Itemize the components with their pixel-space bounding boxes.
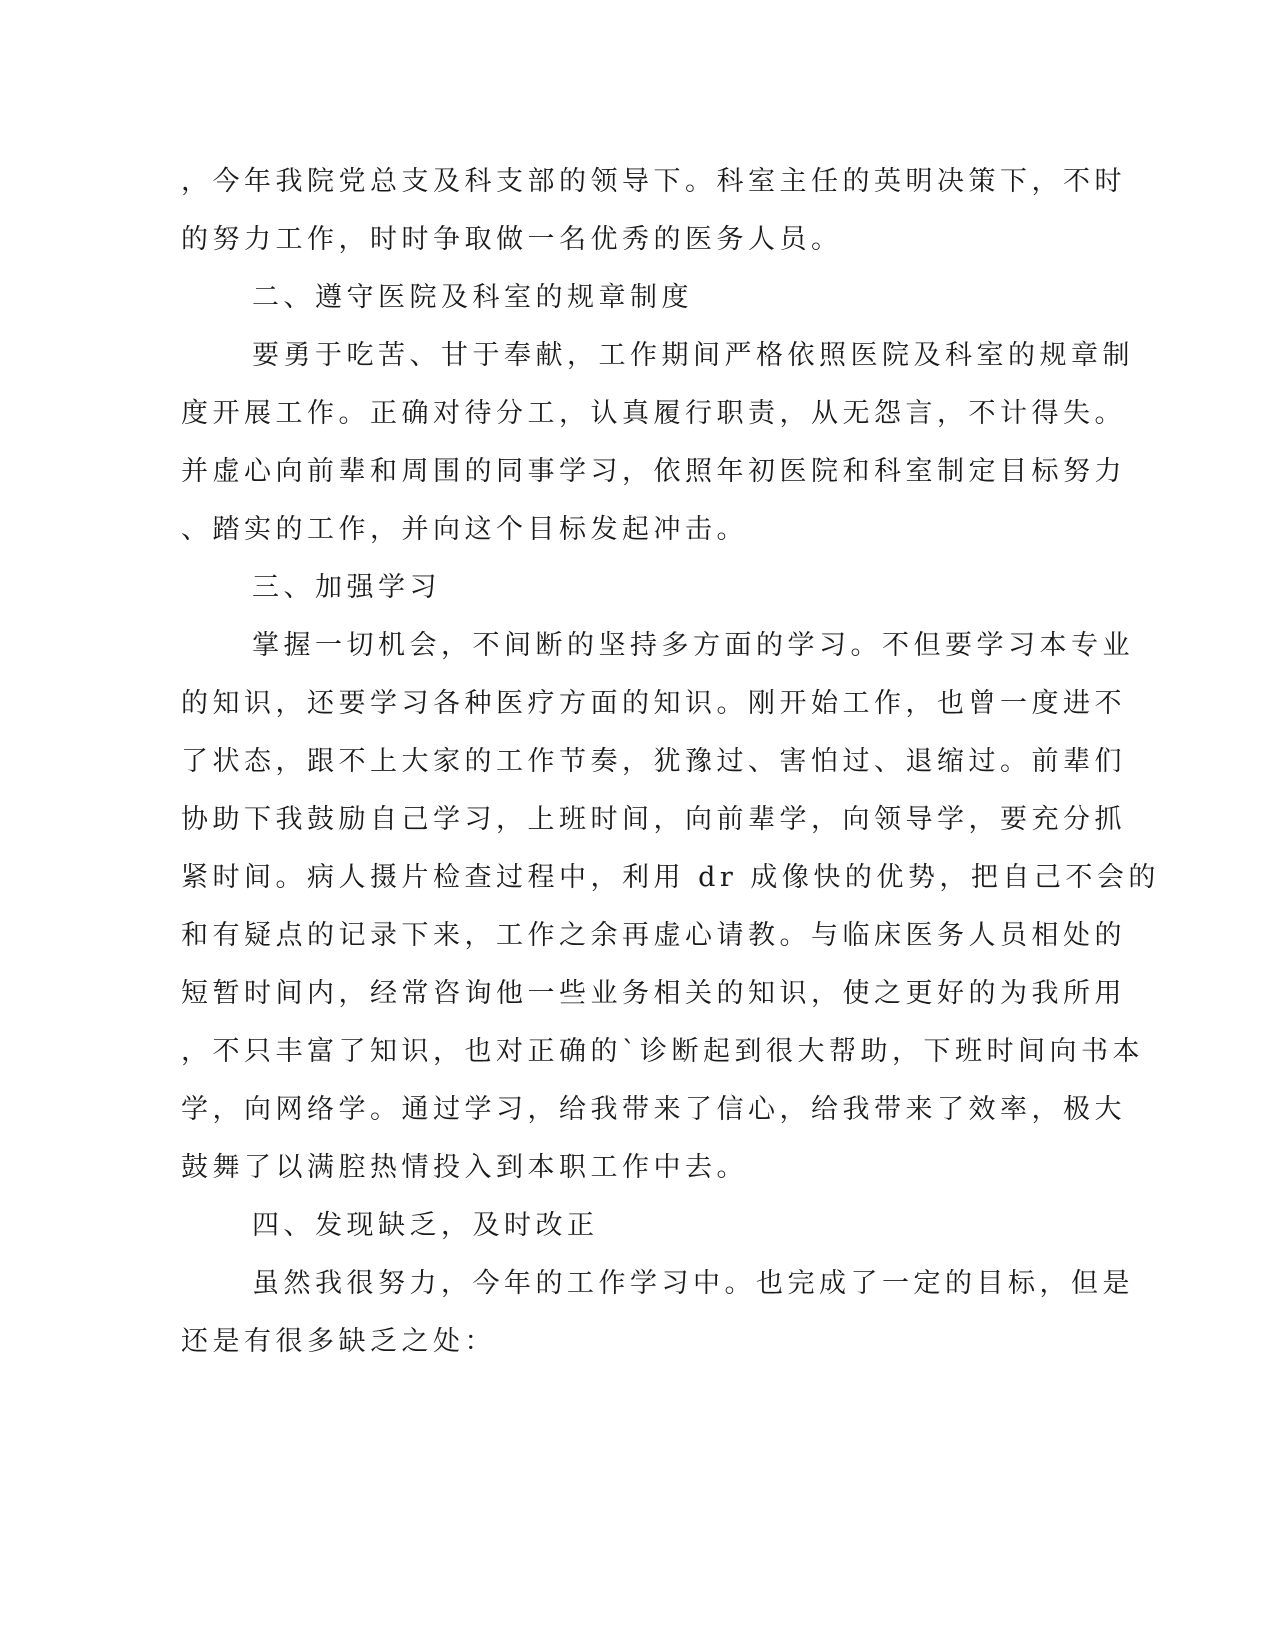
- body-text-line: ，不只丰富了知识，也对正确的`诊断起到很大帮助，下班时间向书本: [181, 1036, 1144, 1067]
- body-text-line: 学，向网络学。通过学习，给我带来了信心，给我带来了效率，极大: [181, 1094, 1126, 1125]
- section-heading-4: 四、发现缺乏，及时改正: [252, 1210, 599, 1241]
- body-text-line: 的知识，还要学习各种医疗方面的知识。刚开始工作，也曾一度进不: [181, 688, 1126, 719]
- body-text-line: ，今年我院党总支及科支部的领导下。科室主任的英明决策下，不时: [181, 166, 1126, 197]
- section-heading-2: 二、遵守医院及科室的规章制度: [252, 282, 693, 313]
- body-text-line: 紧时间。病人摄片检查过程中，利用 dr 成像快的优势，把自己不会的: [181, 862, 1160, 893]
- body-text-line: 短暂时间内，经常咨询他一些业务相关的知识，使之更好的为我所用: [181, 978, 1126, 1009]
- section-heading-3: 三、加强学习: [252, 572, 441, 603]
- body-text-line: 还是有很多缺乏之处：: [181, 1326, 496, 1357]
- body-text-line: 度开展工作。正确对待分工，认真履行职责，从无怨言，不计得失。: [181, 398, 1126, 429]
- body-text-line: 、踏实的工作，并向这个目标发起冲击。: [181, 514, 748, 545]
- body-text-line: 鼓舞了以满腔热情投入到本职工作中去。: [181, 1152, 748, 1183]
- body-text-line: 了状态，跟不上大家的工作节奏，犹豫过、害怕过、退缩过。前辈们: [181, 746, 1126, 777]
- paragraph-start: 掌握一切机会，不间断的坚持多方面的学习。不但要学习本专业: [252, 630, 1134, 661]
- body-text-line: 和有疑点的记录下来，工作之余再虚心请教。与临床医务人员相处的: [181, 920, 1126, 951]
- paragraph-start: 虽然我很努力，今年的工作学习中。也完成了一定的目标，但是: [252, 1268, 1134, 1299]
- body-text-line: 的努力工作，时时争取做一名优秀的医务人员。: [181, 224, 843, 255]
- body-text-line: 并虚心向前辈和周围的同事学习，依照年初医院和科室制定目标努力: [181, 456, 1126, 487]
- body-text-line: 协助下我鼓励自己学习，上班时间，向前辈学，向领导学，要充分抓: [181, 804, 1126, 835]
- paragraph-start: 要勇于吃苦、甘于奉献，工作期间严格依照医院及科室的规章制: [252, 340, 1134, 371]
